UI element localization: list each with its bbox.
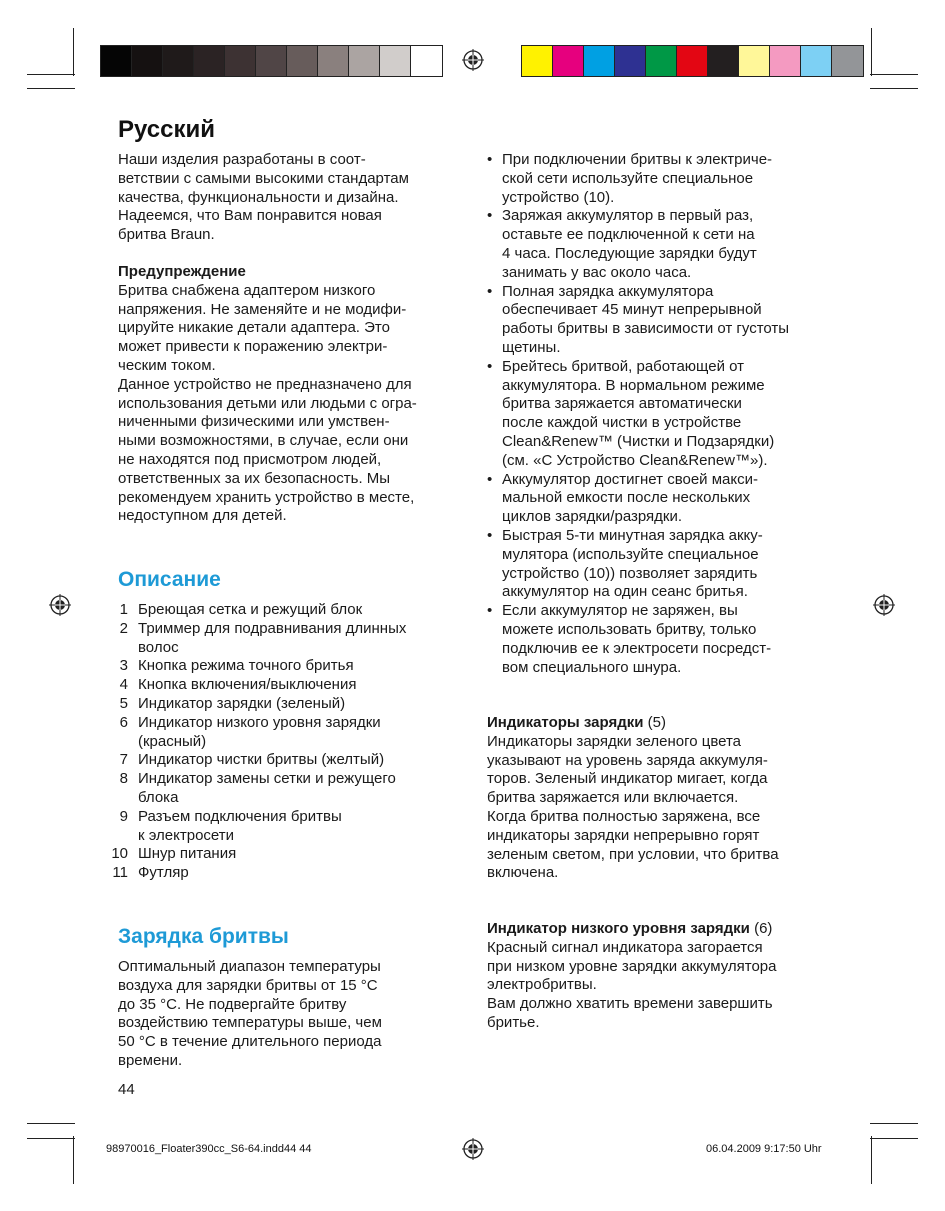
list-item xyxy=(108,714,468,752)
process-color-bar xyxy=(521,45,864,77)
text-line: Clean&Renew™ (Чистки и Подзарядки) xyxy=(502,432,775,450)
text-line: Красный сигнал индикатора загорается xyxy=(487,938,763,956)
registration-mark-icon xyxy=(873,594,895,616)
color-swatch xyxy=(553,46,584,76)
part-label xyxy=(138,620,406,658)
text-line: Кнопка режима точного бритья xyxy=(138,657,354,675)
part-label xyxy=(138,714,381,752)
color-swatch xyxy=(708,46,739,76)
color-swatch xyxy=(256,46,287,76)
charging-bullets xyxy=(487,151,847,677)
text-line: бритва заряжается или включается. xyxy=(487,789,739,807)
text-line: (красный) xyxy=(138,732,207,750)
text-line: Когда бритва полностью заряжена, все xyxy=(487,807,761,825)
charge-indicators-heading: Индикаторы зарядки xyxy=(487,714,644,731)
color-swatch xyxy=(677,46,708,76)
color-swatch xyxy=(411,46,442,76)
list-item xyxy=(108,751,468,770)
part-number: 11 xyxy=(112,864,128,882)
text-line: При подключении бритвы к электриче- xyxy=(502,151,773,168)
text-line: подключив ее к электросети посредст- xyxy=(502,639,772,657)
part-number: 8 xyxy=(119,770,128,788)
page-number: 44 xyxy=(118,1081,135,1098)
text-line: использования детьми или людьми с огра- xyxy=(118,394,417,412)
text-line: ской сети используйте специальное xyxy=(502,169,754,187)
text-line: Брейтесь бритвой, работающей от xyxy=(502,357,744,375)
text-line: устройство (10). xyxy=(502,188,615,206)
text-line: напряжения. Не заменяйте и не модифи- xyxy=(118,300,407,318)
list-item xyxy=(487,207,847,282)
list-item xyxy=(487,358,847,471)
text-line: Полная зарядка аккумулятора xyxy=(502,282,714,300)
color-swatch xyxy=(380,46,411,76)
part-label xyxy=(138,676,356,695)
list-item xyxy=(108,695,468,714)
list-item xyxy=(108,676,468,695)
text-line: до 35 °C. Не подвергайте бритву xyxy=(118,995,347,1013)
text-line: Футляр xyxy=(138,864,189,882)
text-line: может привести к поражению электри- xyxy=(118,338,388,356)
text-line: Заряжая аккумулятор в первый раз, xyxy=(502,207,754,225)
color-swatch xyxy=(615,46,646,76)
text-line: Индикатор зарядки (зеленый) xyxy=(138,694,346,712)
text-line: Индикатор замены сетки и режущего xyxy=(138,770,396,788)
list-item xyxy=(108,845,468,864)
text-line: волос xyxy=(138,638,179,656)
list-item xyxy=(487,602,847,677)
text-line: Индикатор низкого уровня зарядки xyxy=(138,713,381,731)
text-line: Разъем подключения бритвы xyxy=(138,807,342,825)
registration-mark-icon xyxy=(462,49,484,71)
part-label xyxy=(138,845,236,864)
list-item xyxy=(108,601,468,620)
text-line: блока xyxy=(138,788,179,806)
text-line: Индикаторы зарядки зеленого цвета xyxy=(487,732,742,750)
part-label xyxy=(138,864,189,883)
text-line: можете использовать бритву, только xyxy=(502,620,757,638)
text-line: качества, функциональности и дизайна. xyxy=(118,188,399,206)
color-swatch xyxy=(522,46,553,76)
part-number: 9 xyxy=(119,807,128,825)
crop-mark xyxy=(27,1138,75,1139)
part-number: 10 xyxy=(111,845,128,863)
color-swatch xyxy=(225,46,256,76)
list-item xyxy=(487,471,847,527)
warning-heading: Предупреждение xyxy=(118,262,246,280)
part-number: 3 xyxy=(119,657,128,675)
low-charge-ref: (6) xyxy=(749,920,773,937)
color-swatch xyxy=(770,46,801,76)
list-item xyxy=(108,657,468,676)
text-line: щетины. xyxy=(502,338,561,356)
color-swatch xyxy=(832,46,863,76)
text-line: воздуха для зарядки бритвы от 15 °C xyxy=(118,976,378,994)
text-line: аккумулятора. В нормальном режиме xyxy=(502,376,765,394)
text-line: обеспечивает 45 минут непрерывной xyxy=(502,301,762,319)
parts-list xyxy=(108,601,468,883)
text-line: воздействию температуры выше, чем xyxy=(118,1014,382,1032)
registration-mark-icon xyxy=(49,594,71,616)
text-line: Надеемся, что Вам понравится новая xyxy=(118,207,382,225)
low-charge-section xyxy=(487,920,847,1033)
color-swatch xyxy=(646,46,677,76)
text-line: недоступном для детей. xyxy=(118,507,287,525)
list-item xyxy=(108,770,468,808)
text-line: после каждой чистки в устройстве xyxy=(502,414,742,432)
part-number: 7 xyxy=(119,751,128,769)
list-item xyxy=(108,620,468,658)
part-label xyxy=(138,770,396,808)
list-item xyxy=(487,283,847,358)
color-swatch xyxy=(132,46,163,76)
text-line: Если аккумулятор не заряжен, вы xyxy=(502,602,738,620)
part-label xyxy=(138,601,362,620)
text-line: рекомендуем хранить устройство в месте, xyxy=(118,488,415,506)
crop-mark xyxy=(27,88,75,89)
charge-indicators-section xyxy=(487,714,847,883)
text-line: работы бритвы в зависимости от густоты xyxy=(502,320,790,338)
text-line: Вам должно хватить времени завершить xyxy=(487,995,773,1013)
crop-mark xyxy=(870,1138,918,1139)
text-line: цируйте никакие детали адаптера. Это xyxy=(118,319,390,337)
text-line: мальной емкости после нескольких xyxy=(502,489,751,507)
grayscale-color-bar xyxy=(100,45,443,77)
list-item xyxy=(487,151,847,207)
color-swatch xyxy=(287,46,318,76)
color-swatch xyxy=(318,46,349,76)
color-swatch xyxy=(801,46,832,76)
color-swatch xyxy=(163,46,194,76)
part-number: 1 xyxy=(119,601,128,618)
color-swatch xyxy=(349,46,380,76)
crop-mark xyxy=(73,28,74,76)
text-line: Наши изделия разработаны в соот- xyxy=(118,151,366,168)
list-item xyxy=(108,808,468,846)
text-line: электробритвы. xyxy=(487,976,597,994)
text-line: зеленым светом, при условии, что бритва xyxy=(487,845,779,863)
part-number: 6 xyxy=(119,713,128,731)
low-charge-heading: Индикатор низкого уровня зарядки xyxy=(487,920,750,937)
intro-paragraph xyxy=(118,151,463,526)
text-line: бритва заряжается автоматически xyxy=(502,395,742,413)
text-line: Бреющая сетка и режущий блок xyxy=(138,601,363,618)
text-line: Триммер для подравнивания длинных xyxy=(138,619,407,637)
text-line: ческим током. xyxy=(118,356,216,374)
text-line: Кнопка включения/выключения xyxy=(138,676,357,694)
text-line: к электросети xyxy=(138,826,235,844)
text-line: (см. «С Устройство Clean&Renew™»). xyxy=(502,451,768,469)
text-line: 50 °C в течение длительного периода xyxy=(118,1033,382,1051)
part-label xyxy=(138,808,342,846)
text-line: ными возможностями, в случае, если они xyxy=(118,432,409,450)
color-swatch xyxy=(194,46,225,76)
text-line: торов. Зеленый индикатор мигает, когда xyxy=(487,770,768,788)
crop-mark xyxy=(871,1136,872,1184)
text-line: занимать у вас около часа. xyxy=(502,263,692,281)
list-item xyxy=(487,527,847,602)
text-line: Шнур питания xyxy=(138,845,237,863)
text-line: времени. xyxy=(118,1051,183,1069)
crop-mark xyxy=(27,1123,75,1124)
crop-mark xyxy=(27,74,75,75)
text-line: устройство (10)) позволяет зарядить xyxy=(502,564,758,582)
charging-paragraph xyxy=(118,958,463,1071)
part-label xyxy=(138,657,354,676)
text-line: не находятся под присмотром людей, xyxy=(118,450,382,468)
text-line: включена. xyxy=(487,864,559,882)
text-line: циклов зарядки/разрядки. xyxy=(502,508,683,526)
crop-mark xyxy=(871,28,872,76)
list-item xyxy=(108,864,468,883)
part-number: 4 xyxy=(119,676,128,694)
part-number: 2 xyxy=(119,619,128,637)
description-heading: Описание xyxy=(118,568,221,591)
charging-heading: Зарядка бритвы xyxy=(118,925,289,948)
part-label xyxy=(138,695,345,714)
text-line: Аккумулятор достигнет своей макси- xyxy=(502,470,758,488)
text-line: Данное устройство не предназначено для xyxy=(118,375,412,393)
text-line: мулятора (используйте специальное xyxy=(502,545,759,563)
text-line: индикаторы зарядки непрерывно горят xyxy=(487,826,760,844)
text-line: оставьте ее подключенной к сети на xyxy=(502,226,755,244)
text-line: 4 часа. Последующие зарядки будут xyxy=(502,244,757,262)
color-swatch xyxy=(101,46,132,76)
text-line: Быстрая 5-ти минутная зарядка акку- xyxy=(502,526,763,544)
footer-timestamp: 06.04.2009 9:17:50 Uhr xyxy=(706,1143,822,1155)
text-line: Бритва снабжена адаптером низкого xyxy=(118,281,376,299)
page-title: Русский xyxy=(118,116,215,143)
text-line: вом специального шнура. xyxy=(502,658,682,676)
crop-mark xyxy=(73,1136,74,1184)
text-line: бритва Braun. xyxy=(118,226,215,244)
color-swatch xyxy=(584,46,615,76)
text-line: ветствии с самыми высокими стандартам xyxy=(118,169,409,187)
text-line: при низком уровне зарядки аккумулятора xyxy=(487,957,777,975)
text-line: указывают на уровень заряда аккумуля- xyxy=(487,751,768,769)
text-line: Оптимальный диапазон температуры xyxy=(118,958,381,975)
registration-mark-icon xyxy=(462,1138,484,1160)
footer-file-info: 98970016_Floater390cc_S6-64.indd44 44 xyxy=(106,1143,312,1155)
part-label xyxy=(138,751,384,770)
color-swatch xyxy=(739,46,770,76)
text-line: бритье. xyxy=(487,1013,540,1031)
part-number: 5 xyxy=(119,694,128,712)
crop-mark xyxy=(870,74,918,75)
crop-mark xyxy=(870,88,918,89)
charge-indicators-ref: (5) xyxy=(643,714,666,731)
text-line: аккумулятор на один сеанс бритья. xyxy=(502,583,748,601)
crop-mark xyxy=(870,1123,918,1124)
text-line: Индикатор чистки бритвы (желтый) xyxy=(138,751,385,769)
text-line: ниченными физическими или умствен- xyxy=(118,413,390,431)
text-line: ответственных за их безопасность. Мы xyxy=(118,469,391,487)
